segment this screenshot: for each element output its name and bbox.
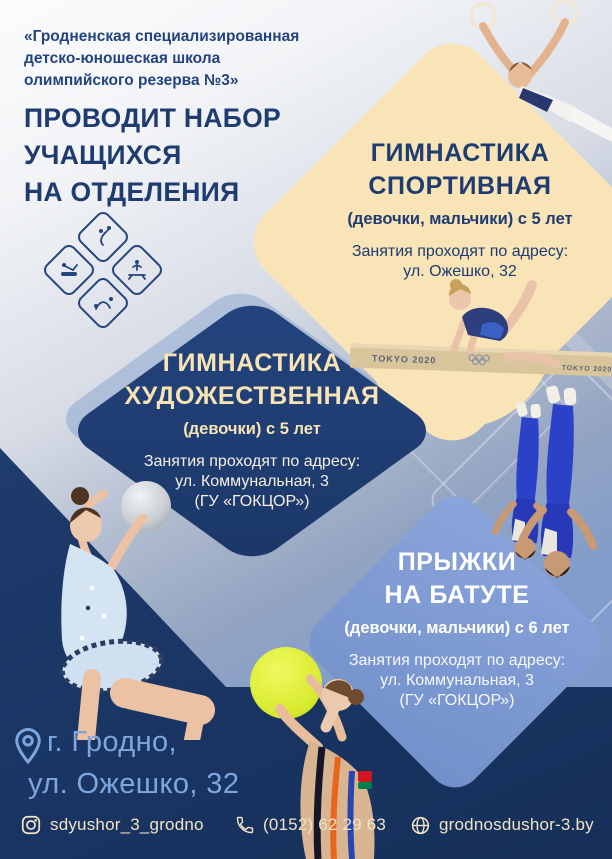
school-name-line: олимпийского резерва №3» — [24, 72, 239, 89]
photo-rings-gymnast — [425, 0, 612, 148]
section-eligibility: (девочки, мальчики) с 6 лет — [344, 619, 570, 637]
section-title-line: ПРЫЖКИ — [397, 548, 517, 576]
belarus-flag-armband — [358, 771, 372, 789]
section-trampoline — [298, 546, 612, 711]
headline-line: УЧАЩИХСЯ — [24, 140, 182, 170]
section-title-line: НА БАТУТЕ — [384, 581, 530, 609]
section-title-line: ГИМНАСТИКА — [370, 139, 550, 167]
section-address-intro: Занятия проходят по адресу: — [348, 652, 566, 669]
location-line: г. Гродно, — [47, 726, 177, 758]
section-artistic-gymnastics — [302, 137, 612, 282]
beam-branding-text-2: TOKYO 2020 — [561, 364, 612, 374]
section-address-line: ул. Ожешко, 32 — [403, 263, 517, 280]
globe-icon — [410, 815, 431, 836]
section-address-line: (ГУ «ГОКЦОР») — [399, 692, 515, 709]
rhythmic-gymnast-pictogram-icon — [90, 224, 116, 250]
section-eligibility: (девочки) с 5 лет — [183, 420, 321, 438]
section-title-line: ХУДОЖЕСТВЕННАЯ — [124, 382, 380, 410]
instagram-contact[interactable] — [20, 812, 204, 838]
trampoline-pictogram-icon — [124, 257, 150, 283]
section-address-line: ул. Коммунальная, 3 — [175, 473, 329, 490]
pin-icon — [13, 727, 43, 767]
section-title-line: СПОРТИВНАЯ — [368, 172, 552, 200]
instagram-handle: sdyushor_3_grodno — [50, 815, 204, 834]
section-address-intro: Занятия проходят по адресу: — [351, 243, 569, 260]
location-line: ул. Ожешко, 32 — [28, 768, 240, 800]
school-name-line: детско-юношеская школа — [24, 50, 221, 67]
website-url: grodnosdushor-3.by — [439, 815, 594, 834]
section-address-line: ул. Коммунальная, 3 — [380, 672, 534, 689]
tumbling-pictogram-icon — [90, 290, 116, 316]
school-name-line: «Гродненская специализированная — [24, 28, 300, 45]
phone-contact[interactable] — [235, 812, 386, 838]
instagram-icon — [20, 814, 42, 836]
phone-number: (0152) 62 29 63 — [263, 815, 387, 834]
headline — [24, 100, 281, 211]
section-eligibility: (девочки, мальчики) с 5 лет — [347, 210, 573, 228]
section-address-intro: Занятия проходят по адресу: — [143, 453, 361, 470]
section-address-line: (ГУ «ГОКЦОР») — [194, 493, 310, 510]
phone-icon — [235, 815, 255, 835]
section-rhythmic-gymnastics — [82, 347, 422, 512]
school-name — [24, 26, 299, 92]
section-title-line: ГИМНАСТИКА — [162, 349, 342, 377]
website-contact[interactable] — [410, 812, 594, 838]
headline-line: НА ОТДЕЛЕНИЯ — [24, 177, 240, 207]
beam-branding-text: TOKYO 2020 — [371, 353, 437, 366]
headline-line: ПРОВОДИТ НАБОР — [24, 103, 282, 133]
pommel-horse-pictogram-icon — [56, 257, 82, 283]
